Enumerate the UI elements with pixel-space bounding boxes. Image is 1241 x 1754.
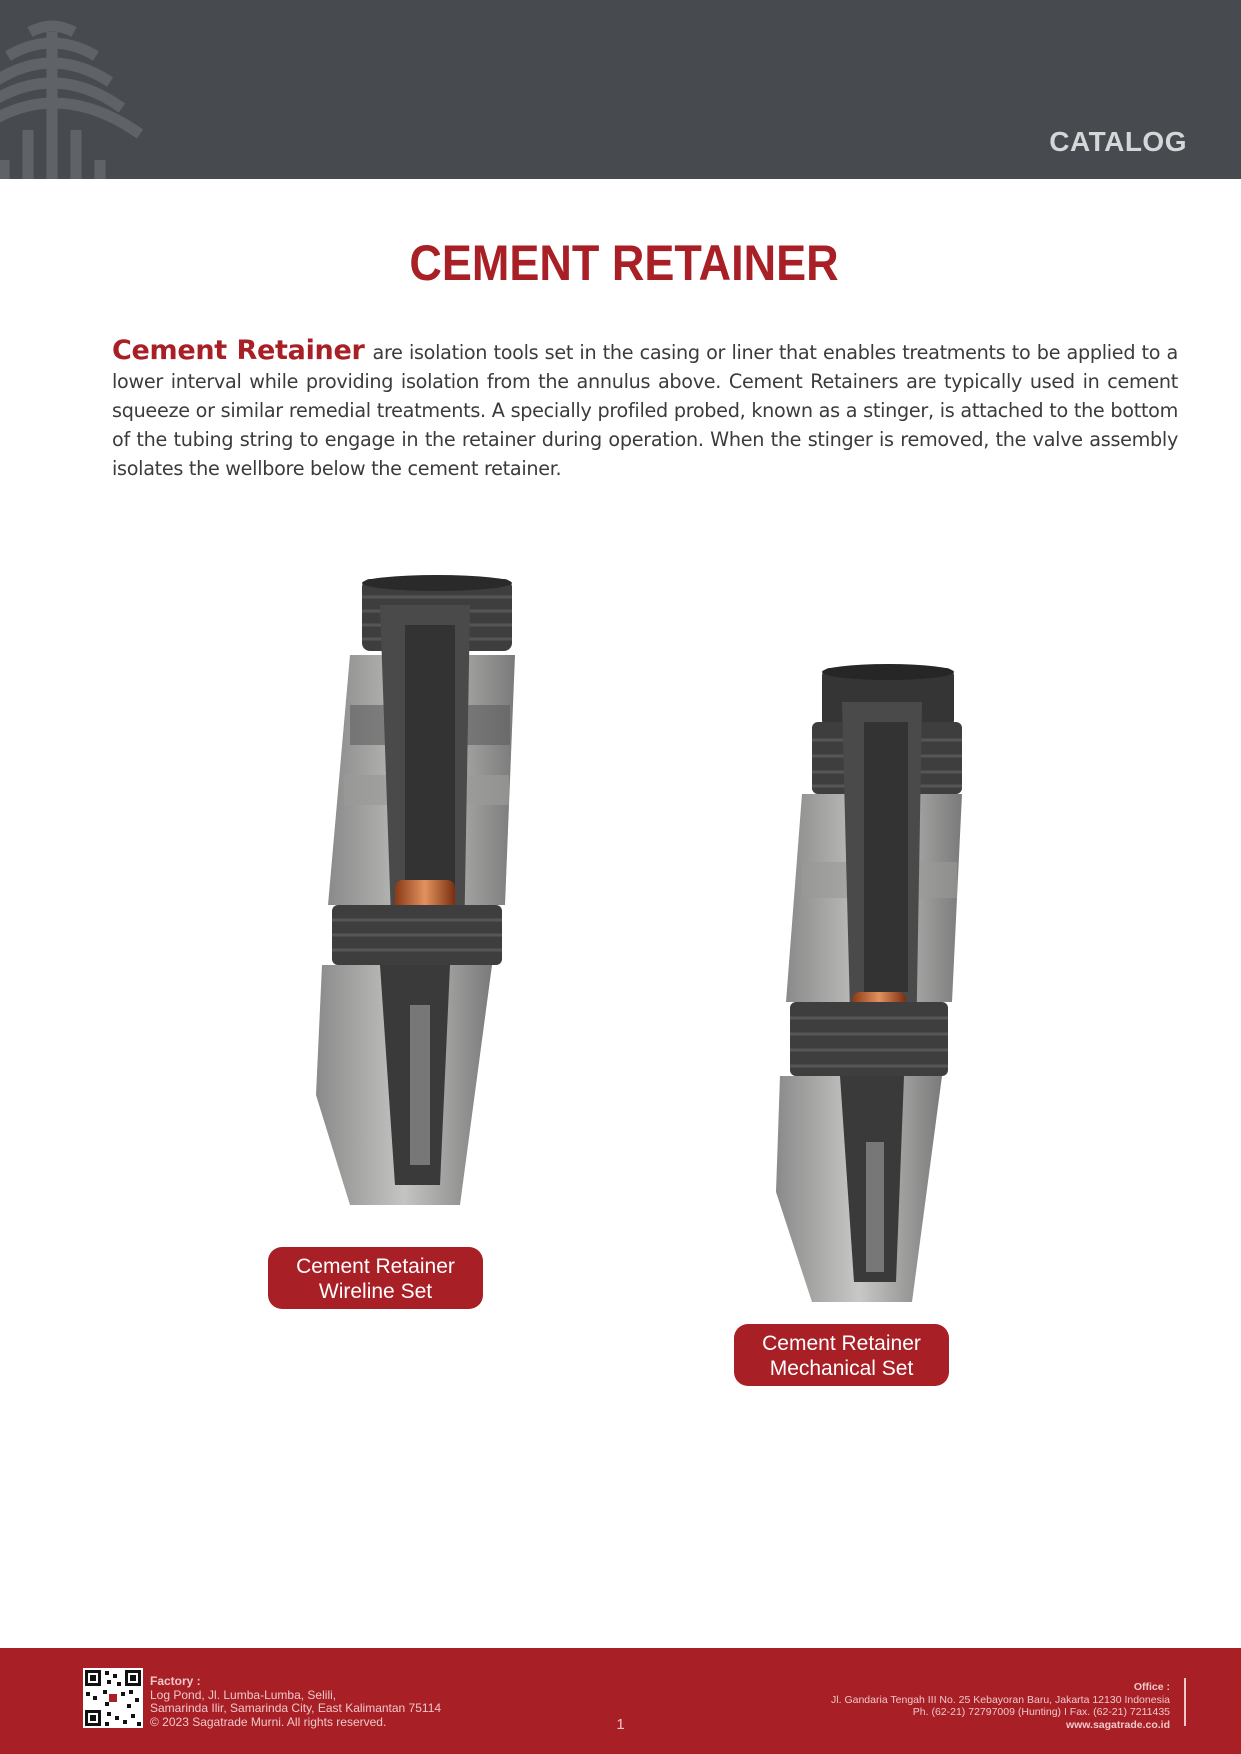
page-number: 1: [616, 1716, 625, 1733]
office-line-2: Ph. (62-21) 72797009 (Hunting) I Fax. (62-21) 7211435: [912, 1706, 1170, 1718]
company-logo-watermark: [0, 10, 180, 179]
factory-line-1: Log Pond, Jl. Lumba-Lumba, Selili,: [150, 1687, 337, 1702]
intro-lead: Cement Retainer: [112, 335, 365, 366]
wireline-set-caption: [268, 1247, 483, 1309]
wireline-set-product-image: [310, 575, 525, 1215]
intro-body: are isolation tools set in the casing or liner that enables treatments to be applied to a lower interval while providing isolation from the annulus above. Cement Retainers are typically used in cement squeeze or similar remedial treatments. A specially profiled probed, known as a stinger, is attached to the bottom of the tubing string to engage in the retainer during operation. When the stinger is removed, the valve assembly isolates the wellbore below the cement retainer.: [112, 341, 1178, 480]
page-header: [0, 0, 1241, 179]
office-heading: Office :: [1133, 1681, 1170, 1693]
page-footer: [0, 1648, 1241, 1754]
office-line-1: Jl. Gandaria Tengah III No. 25 Kebayoran Baru, Jakarta 12130 Indonesia: [831, 1693, 1170, 1706]
office-address: [831, 1681, 1170, 1731]
mechanical-set-caption-line2: Mechanical Set: [769, 1357, 914, 1380]
copyright: © 2023 Sagatrade Murni. All rights reserved.: [150, 1714, 387, 1729]
mechanical-set-product-image: [772, 662, 972, 1307]
mechanical-set-caption-line1: Cement Retainer: [762, 1332, 921, 1355]
catalog-label: CATALOG: [1049, 126, 1187, 157]
wireline-set-caption-line1: Cement Retainer: [296, 1255, 455, 1278]
wireline-set-caption-line2: Wireline Set: [318, 1280, 433, 1303]
page-title: CEMENT RETAINER: [409, 235, 839, 291]
intro-paragraph: [112, 336, 1178, 483]
footer-divider: [1184, 1678, 1186, 1726]
mechanical-set-caption: [734, 1324, 949, 1386]
factory-line-2: Samarinda Ilir, Samarinda City, East Kalimantan 75114: [150, 1701, 442, 1715]
website-link[interactable]: www.sagatrade.co.id: [1065, 1718, 1170, 1731]
factory-heading: Factory :: [150, 1674, 201, 1688]
